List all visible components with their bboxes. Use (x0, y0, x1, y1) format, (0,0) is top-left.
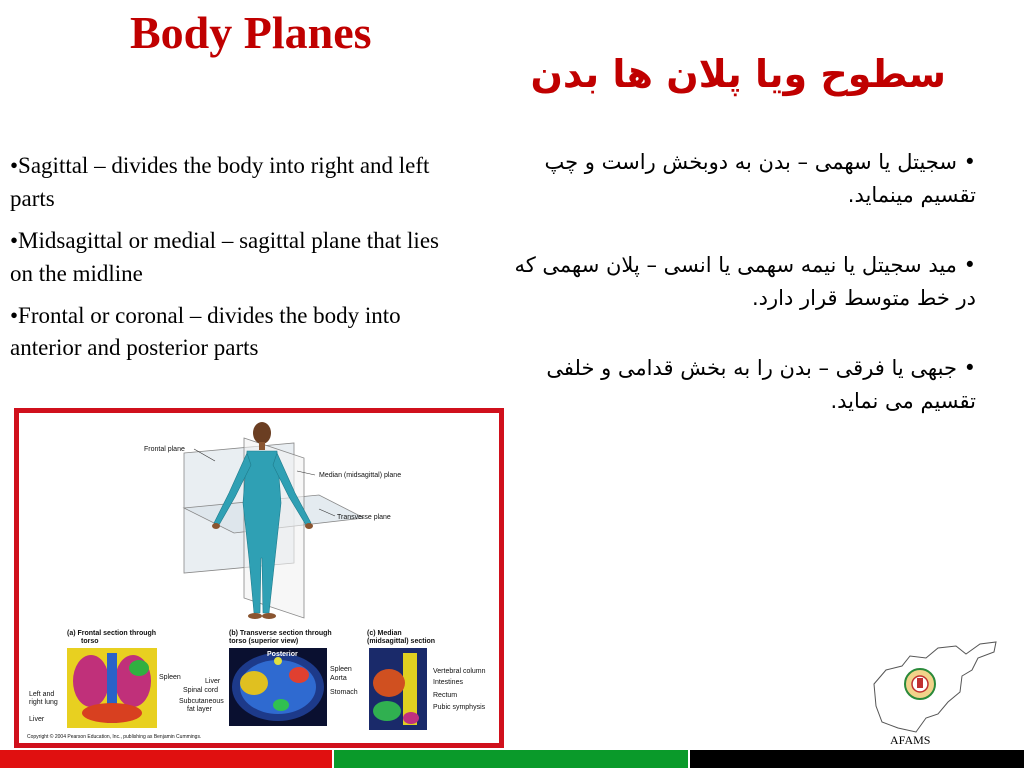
label-c-pubic: Pubic symphysis (433, 704, 486, 711)
label-c-intestines: Intestines (433, 679, 463, 686)
label-transverse-plane: Transverse plane (337, 514, 391, 521)
bullet-sagittal-fa: • سجیتل یا سهمی – بدن به دوبخش راست و چپ تقسیم مینماید. (544, 150, 976, 207)
label-b-spleen: Spleen (330, 666, 352, 673)
label-b-subcutaneous: Subcutaneous (179, 698, 224, 705)
label-frontal-plane: Frontal plane (144, 446, 185, 453)
afams-logo (868, 636, 1000, 748)
slide-title-persian: سطوح ویا پلان ها بدن (530, 52, 946, 96)
panel-b-title-1: (b) Transverse section through (229, 630, 332, 637)
label-c-rectum: Rectum (433, 692, 458, 699)
footer-bar-red (0, 750, 332, 768)
panel-a-title-1: (a) Frontal section through (67, 630, 157, 637)
label-b-spinal-cord: Spinal cord (183, 687, 219, 694)
label-b-fat-layer: fat layer (187, 706, 212, 713)
logo-caption: AFAMS (890, 733, 931, 747)
transverse-section-image (229, 648, 327, 726)
panel-a-title-2: torso (81, 638, 99, 645)
body-planes-illustration (19, 413, 499, 743)
bullet-midsagittal: •Midsagittal or medial – sagittal plane that lies on the midline (10, 227, 439, 286)
label-b-stomach: Stomach (330, 689, 358, 696)
english-bullet-list (10, 150, 450, 374)
figure-copyright: Copyright © 2004 Pearson Education, Inc., publishing as Benjamin Cummings. (27, 734, 202, 740)
panel-c-title-1: (c) Median (367, 630, 402, 637)
label-c-vertebral: Vertebral column (433, 668, 486, 675)
panel-b-title-2: torso (superior view) (229, 638, 299, 645)
median-section-image (369, 648, 427, 730)
bullet-midsagittal-fa: • مید سجیتل یا نیمه سهمی یا انسی – پلان سهمی که در خط متوسط قرار دارد. (514, 253, 976, 310)
bullet-frontal-fa: • جبهی یا فرقی – بدن را به بخش قدامی و خلفی تقسیم می نماید. (546, 356, 976, 413)
persian-bullet-list (492, 146, 976, 455)
footer-bar-black (690, 750, 1024, 768)
label-median-plane: Median (midsagittal) plane (319, 472, 402, 479)
bullet-frontal: •Frontal or coronal – divides the body into anterior and posterior parts (10, 302, 401, 361)
label-b-liver: Liver (205, 678, 221, 685)
label-b-posterior: Posterior (267, 651, 298, 658)
label-a-lungs-2: right lung (29, 699, 58, 706)
label-a-lungs-1: Left and (29, 691, 55, 698)
panel-c-title-2: (midsagittal) section (367, 638, 436, 645)
label-a-liver: Liver (29, 716, 45, 723)
label-b-aorta: Aorta (330, 675, 347, 682)
label-a-spleen: Spleen (159, 674, 181, 681)
footer-bar-green (334, 750, 688, 768)
frontal-section-image (67, 648, 157, 728)
afghanistan-map-icon (868, 636, 1000, 748)
bullet-sagittal: •Sagittal – divides the body into right and left parts (10, 153, 430, 211)
body-planes-figure (14, 408, 504, 748)
slide-title: Body Planes (130, 7, 372, 58)
